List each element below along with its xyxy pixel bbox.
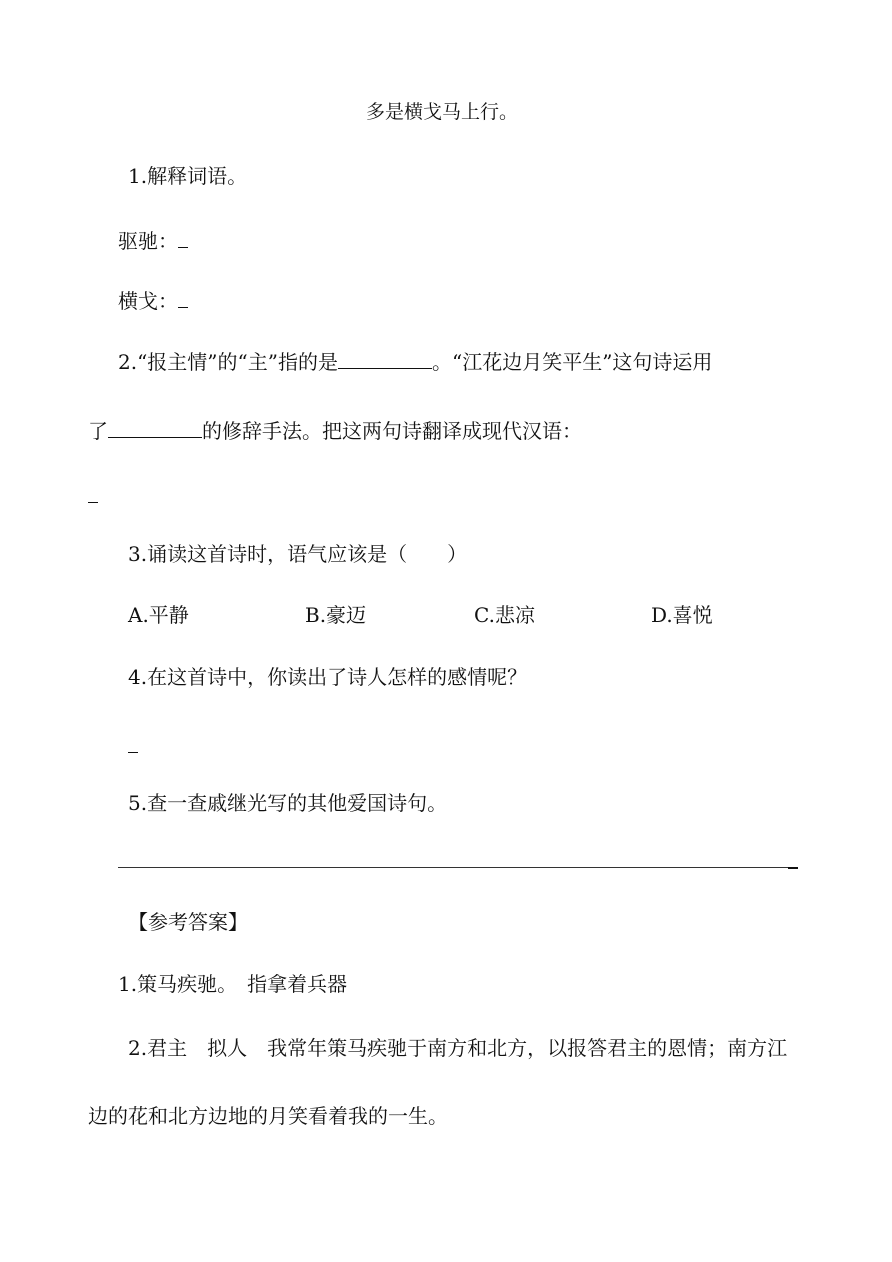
- answer-2-line-1: 2.君主 拟人 我常年策马疾驰于南方和北方，以报答君主的恩情；南方江: [128, 1036, 788, 1060]
- answer-blank[interactable]: [338, 346, 432, 369]
- question-5-label: 5.查一查戚继光写的其他爱国诗句。: [128, 791, 448, 815]
- question-3-label: 3.诵读这首诗时，语气应该是（ ）: [128, 542, 468, 566]
- answer-blank[interactable]: [108, 415, 202, 438]
- question-4-answer-blank[interactable]: [128, 730, 138, 760]
- question-2-part-4: 的修辞手法。把这两句诗翻译成现代汉语：: [202, 419, 582, 443]
- question-2-part-2: 。“江花边月笑平生”这句诗运用: [431, 350, 713, 374]
- question-2-part-3: 了: [88, 419, 108, 443]
- answer-blank[interactable]: [178, 225, 188, 248]
- answer-1: 1.策马疾驰。 指拿着兵器: [118, 972, 348, 996]
- answer-line-end: [788, 867, 798, 869]
- term-label-hengge: 横戈：: [118, 289, 178, 313]
- option-d[interactable]: D.喜悦: [651, 603, 713, 627]
- option-c[interactable]: C.悲凉: [474, 603, 535, 627]
- answer-line[interactable]: [118, 867, 798, 868]
- option-b[interactable]: B.豪迈: [305, 603, 367, 627]
- question-1-term-2: [118, 285, 188, 315]
- question-1-term-1: [118, 225, 188, 255]
- question-2-line-1: [118, 346, 712, 376]
- question-1-label: 1.解释词语。: [128, 164, 248, 188]
- question-2-translation-blank[interactable]: [88, 480, 98, 510]
- answers-heading: 【参考答案】: [128, 910, 248, 934]
- question-2-line-2: [88, 415, 582, 445]
- answer-blank[interactable]: [178, 285, 188, 308]
- option-a[interactable]: A.平静: [128, 603, 189, 627]
- answer-2-line-2: 边的花和北方边地的月笑看着我的一生。: [88, 1104, 448, 1128]
- answer-blank[interactable]: [88, 480, 98, 503]
- question-4-label: 4.在这首诗中，你读出了诗人怎样的感情呢？: [128, 665, 528, 689]
- answer-blank[interactable]: [128, 730, 138, 753]
- poem-last-line: 多是横戈马上行。: [366, 101, 519, 123]
- term-label-quchi: 驱驰：: [118, 229, 178, 253]
- question-2-part-1: 2.“报主情”的“主”指的是: [118, 350, 338, 374]
